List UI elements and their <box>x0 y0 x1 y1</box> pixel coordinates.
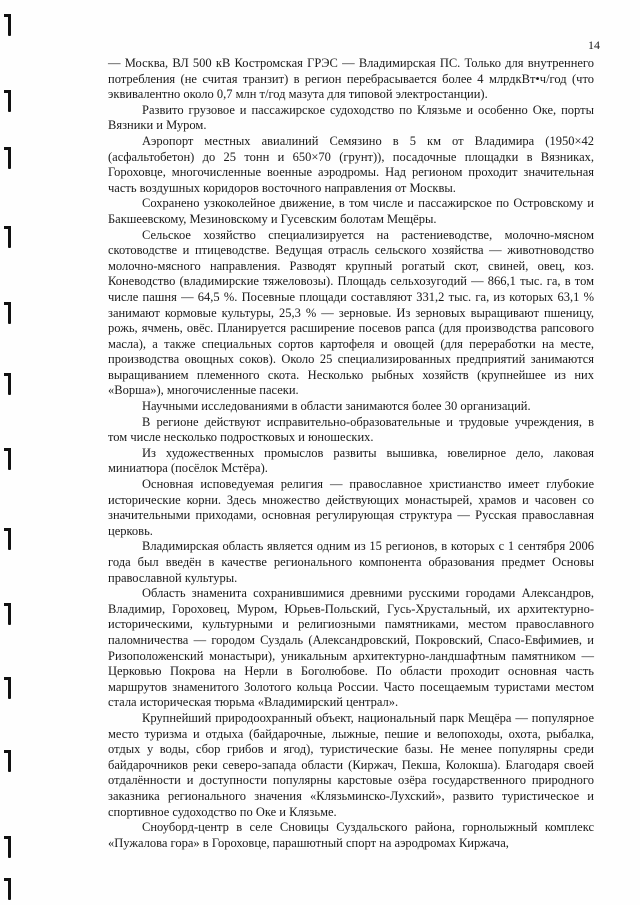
paragraph: Аэропорт местных авиалиний Семязино в 5 км от Владимира (1950×42 (асфальтобетон) до 25 тонн и 650×70 (грунт)), посадочные площадки в Вязниках, Гороховце, многочисленные военные аэродромы. Над регионом проходит значительная часть воздушных коридоров восточного направления от Москвы. <box>108 133 594 195</box>
binder-mark <box>8 448 11 470</box>
binder-mark <box>8 14 11 36</box>
binder-marks <box>0 0 20 905</box>
binder-mark <box>8 147 11 169</box>
paragraph: Основная исповедуемая религия — православное христианство имеет глубокие исторические корни. Здесь множество действующих монастырей, храмов и часовен со значительными приходами, основная регулирующая структура — Русская православная церковь. <box>108 477 594 538</box>
paragraph: Развито грузовое и пассажирское судоходство по Клязьме и особенно Оке, порты Вязники и Муром. <box>108 102 594 133</box>
paragraph: Сохранено узкоколейное движение, в том числе и пассажирское по Островскому и Бакшеевскому, Мезиновскому и Гусевским болотам Мещёры. <box>108 196 594 226</box>
binder-mark <box>8 603 11 625</box>
binder-mark <box>8 90 11 112</box>
paragraph: Сельское хозяйство специализируется на растениеводстве, молочно-мясном скотоводстве и птицеводстве. Ведущая отрасль сельского хозяйства — животноводство молочно-мясного направления. Разводят крупный рогатый скот, свиней, овец, коз. Коневодство (владимирские тяжеловозы). Площадь сельхозугодий — 866,1 тыс. га, в том числе пашня — 64,5 %. Посевные площади составляют 331,2 тыс. га, из которых 63,1 % занимают кормовые культуры, 25,3 % — зерновые. Из зерновых выращивают пшеницу, рожь, ячмень, овёс. Планируется расширение посевов рапса (для производства рапсового масла), а также специальных сортов картофеля и овощей (для переработки на месте, производства овощных соков). Около 25 специализированных предприятий занимаются выращиванием племенного скота. Несколько рыбных хозяйств (крупнейшее из них «Ворша»), многочисленные пасеки. <box>108 227 594 398</box>
body-text <box>108 56 594 851</box>
paragraph: Владимирская область является одним из 15 регионов, в которых с 1 сентября 2006 года был введён в качестве регионального компонента образования предмет Основы православной культуры. <box>108 539 594 585</box>
binder-mark <box>8 677 11 699</box>
paragraph: Сноуборд-центр в селе Сновицы Суздальского района, горнолыжный комплекс «Пужалова гора» в Гороховце, парашютный спорт на аэродромах Киржача, <box>108 820 594 850</box>
paragraph: Крупнейший природоохранный объект, национальный парк Мещёра — популярное место туризма и отдыха (байдарочные, лыжные, пешие и велопоходы, охота, рыбалка, отдых у воды, сбор грибов и ягод), туристические базы. Не менее популярны среди байдарочников реки северо-запада области (Киржач, Пекша, Колокша). Благодаря своей отдалённости и доступности популярны карстовые озёра государственного природного заказника регионального значения «Клязьминско-Лухский», развито туристическое и спортивное судоходство по Оке и Клязьме. <box>108 710 594 819</box>
paragraph: В регионе действуют исправительно-образовательные и трудовые учреждения, в том числе несколько подростковых и юношеских. <box>108 414 594 445</box>
paragraph: Из художественных промыслов развиты вышивка, ювелирное дело, лаковая миниатюра (посёлок Мстёра). <box>108 445 594 476</box>
binder-mark <box>8 226 11 248</box>
binder-mark <box>8 836 11 858</box>
paragraph: — Москва, ВЛ 500 кВ Костромская ГРЭС — Владимирская ПС. Только для внутреннего потребления (не считая транзит) в регион перебрасывается более 4 млрдкВт•ч/год (что эквивалентно около 0,7 млн т/год мазута для типовой электростанции). <box>108 56 594 102</box>
paragraph: Научными исследованиями в области занимаются более 30 организаций. <box>142 399 531 414</box>
page-number: 14 <box>588 38 600 52</box>
binder-mark <box>8 750 11 772</box>
binder-mark <box>8 373 11 395</box>
binder-mark <box>8 302 11 324</box>
binder-mark <box>8 528 11 550</box>
binder-mark <box>8 878 11 900</box>
paragraph: Область знаменита сохранившимися древними русскими городами Александров, Владимир, Гороховец, Муром, Юрьев-Польский, Гусь-Хрустальный, их архитектурно-историческими, культурными и религиозными памятниками, местом православного паломничества — городом Суздаль (Александровский, Покровский, Спасо-Евфимиев, и Ризоположенский монастыри), уникальным архитектурно-ландшафтным памятником — Церковью Покрова на Нерли в Боголюбове. По области проходит основная часть маршрутов знаменитого Золотого кольца России. Часто посещаемым туристами местом стала историческая тюрьма «Владимирский централ». <box>108 586 594 710</box>
